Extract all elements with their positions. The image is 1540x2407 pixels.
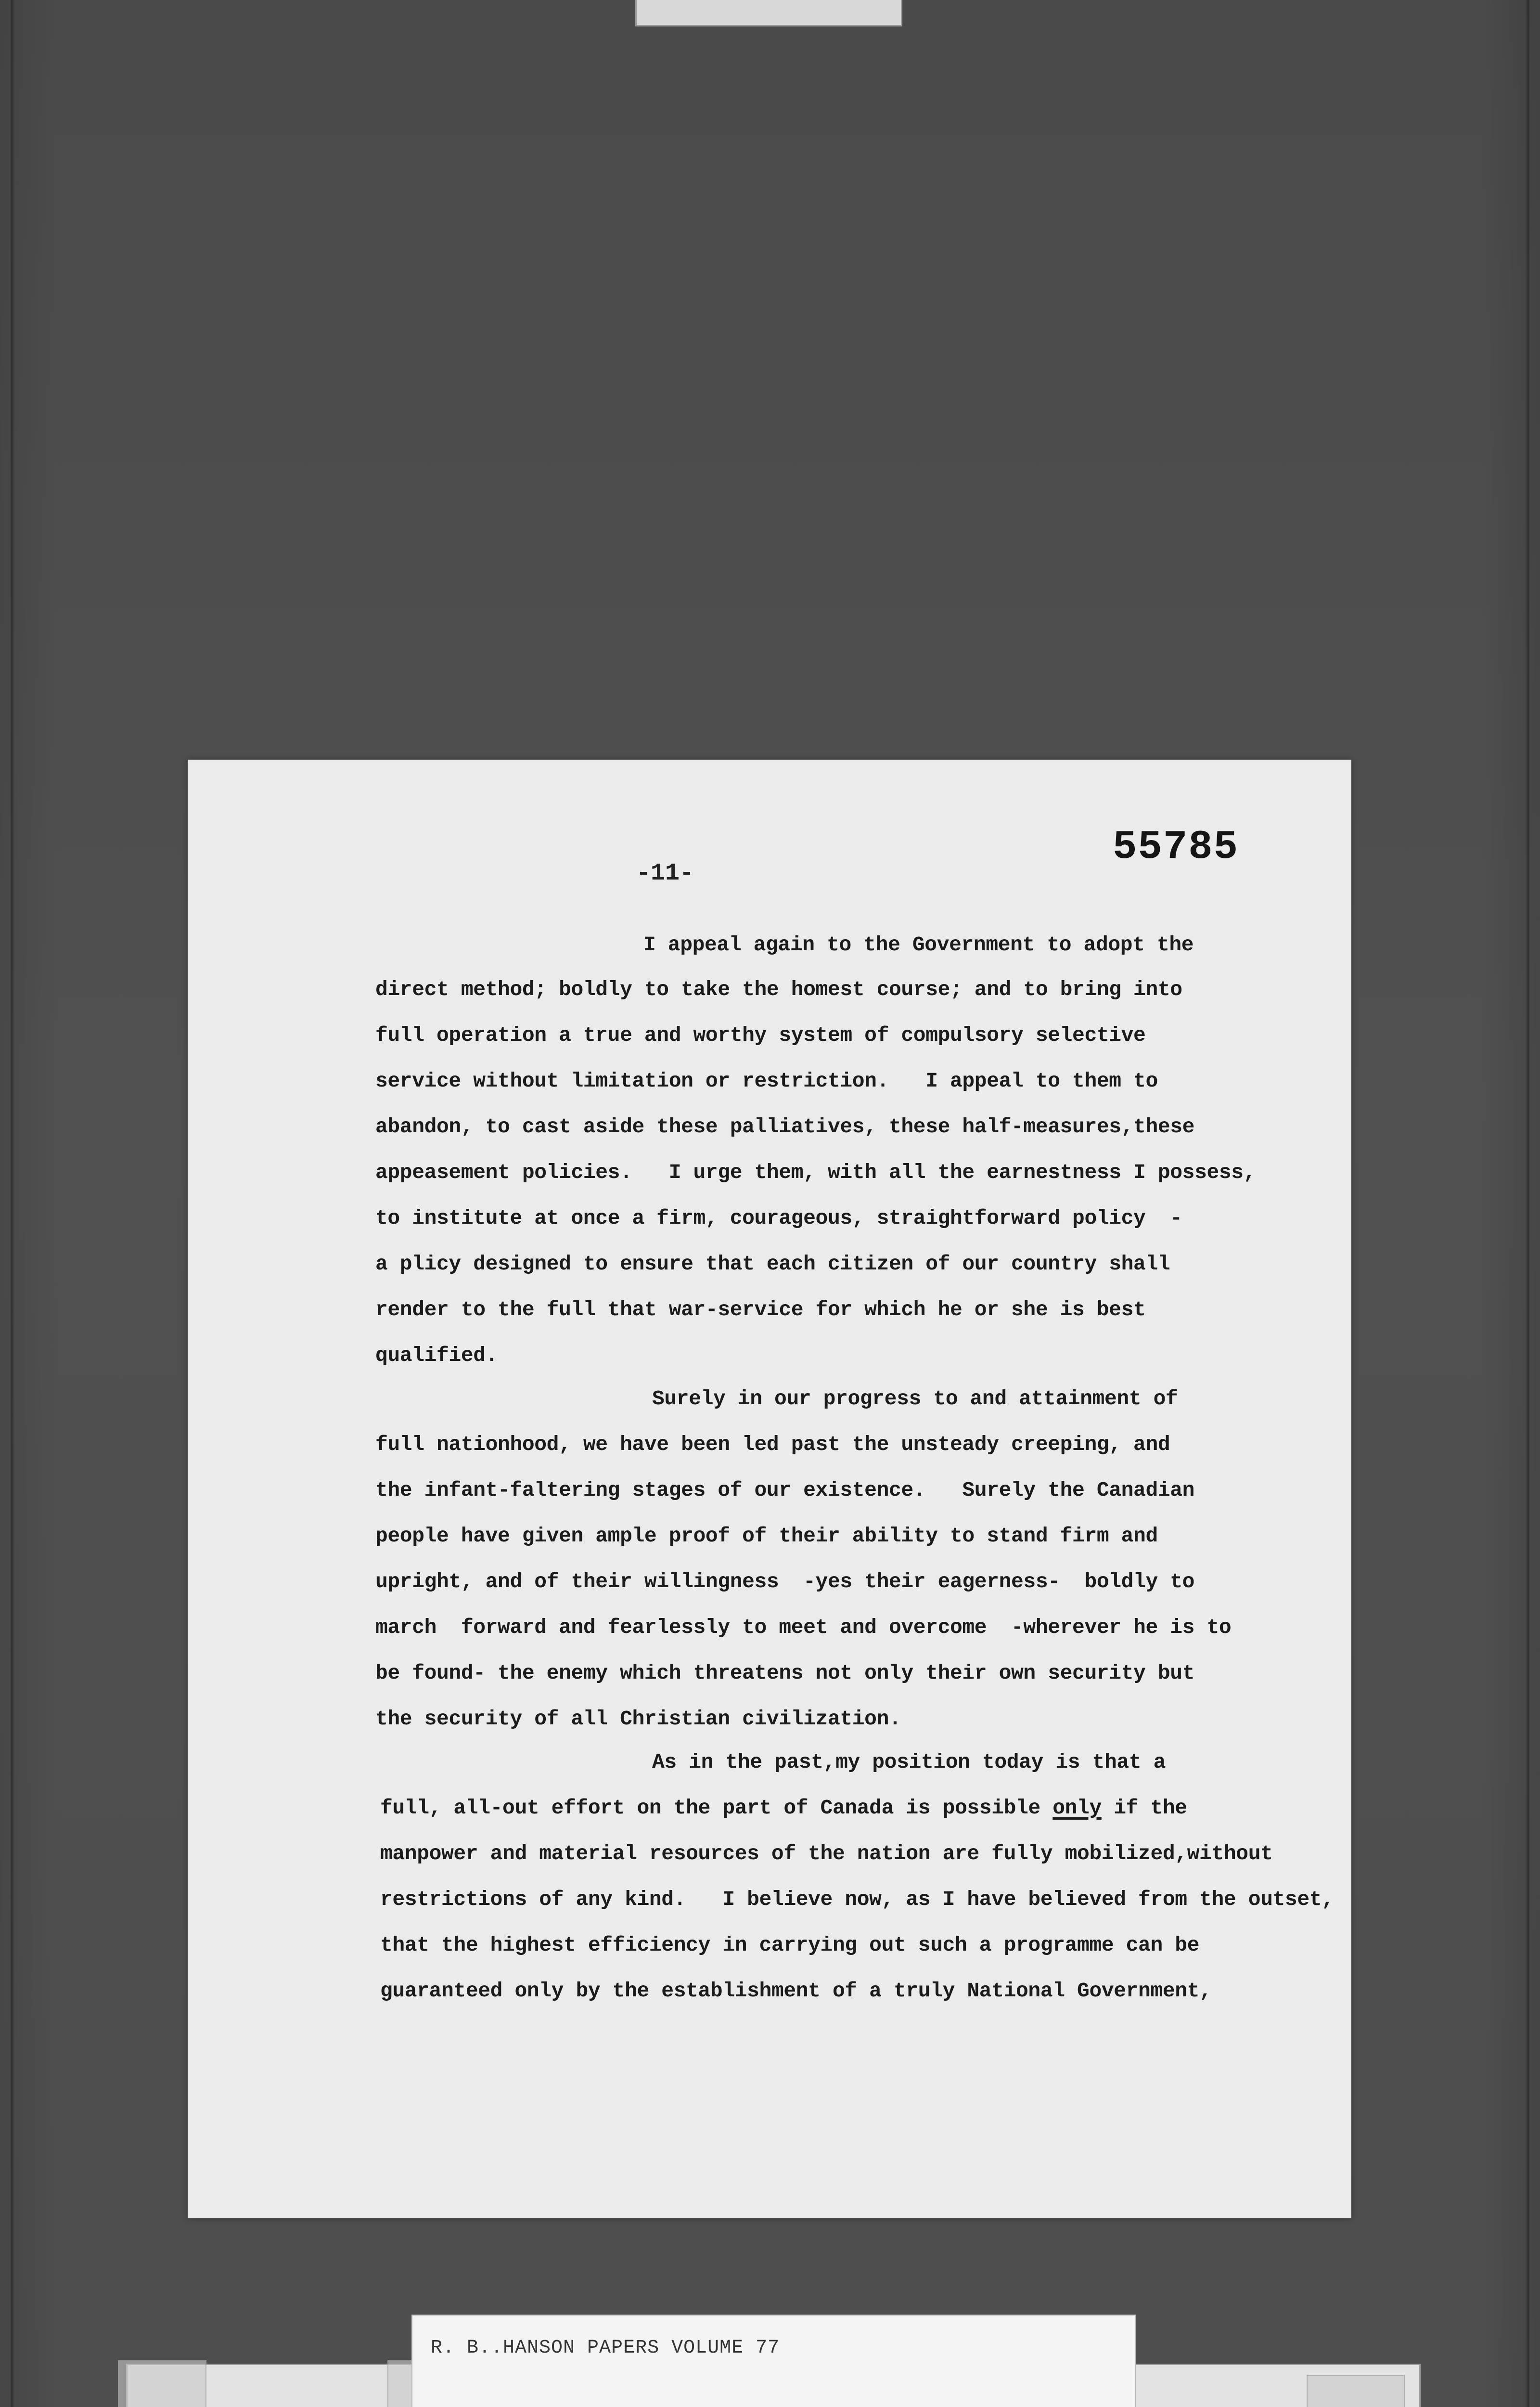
document-number: 55785 bbox=[1113, 825, 1239, 870]
text-line: Surely in our progress to and attainment of bbox=[652, 1387, 1178, 1411]
collection-label bbox=[411, 2315, 1136, 2407]
top-tab-slip bbox=[635, 0, 902, 26]
document-page bbox=[188, 760, 1351, 2218]
text-line: abandon, to cast aside these palliatives, these half-measures,these bbox=[375, 1115, 1195, 1139]
film-frame-edge bbox=[11, 0, 13, 2407]
text-line: service without limitation or restriction. I appeal to them to bbox=[375, 1069, 1158, 1093]
text-line: manpower and material resources of the nation are fully mobilized,without bbox=[380, 1842, 1273, 1865]
text-line: full operation a true and worthy system of compulsory selective bbox=[375, 1023, 1146, 1047]
text-line: upright, and of their willingness -yes their eagerness- boldly to bbox=[375, 1570, 1195, 1593]
text-line: full nationhood, we have been led past the unsteady creeping, and bbox=[375, 1433, 1170, 1456]
page-number: -11- bbox=[636, 860, 694, 887]
text-line: people have given ample proof of their ability to stand firm and bbox=[375, 1524, 1158, 1548]
text-line: qualified. bbox=[375, 1344, 498, 1367]
text-line: that the highest efficiency in carrying out such a programme can be bbox=[380, 1933, 1200, 1957]
text-line: the security of all Christian civilization. bbox=[375, 1707, 901, 1731]
text-line: restrictions of any kind. I believe now, as I have believed from the outset, bbox=[380, 1888, 1334, 1911]
text-line: guaranteed only by the establishment of a truly National Government, bbox=[380, 1979, 1212, 2003]
text-run: full, all-out effort on the part of Canada is possible bbox=[380, 1796, 1053, 1820]
text-line: the infant-faltering stages of our existence. Surely the Canadian bbox=[375, 1478, 1195, 1502]
text-line bbox=[380, 1796, 1187, 1820]
text-line: direct method; boldly to take the homest course; and to bring into bbox=[375, 978, 1182, 1001]
text-line: to institute at once a firm, courageous, straightforward policy - bbox=[375, 1206, 1182, 1230]
text-line: I appeal again to the Government to adopt the bbox=[643, 933, 1194, 957]
text-line: appeasement policies. I urge them, with all the earnestness I possess, bbox=[375, 1161, 1256, 1184]
text-line: As in the past,my position today is that a bbox=[652, 1750, 1166, 1774]
tape-strip bbox=[118, 2360, 206, 2407]
text-line: be found- the enemy which threatens not only their own security but bbox=[375, 1661, 1195, 1685]
text-line: a plicy designed to ensure that each citizen of our country shall bbox=[375, 1252, 1170, 1276]
film-frame-edge bbox=[1527, 0, 1529, 2407]
text-line: march forward and fearlessly to meet and overcome -wherever he is to bbox=[375, 1616, 1232, 1639]
tape-strip bbox=[1307, 2375, 1405, 2407]
underlined-word: only bbox=[1052, 1796, 1102, 1820]
collection-label-text: R. B..HANSON PAPERS VOLUME 77 bbox=[431, 2337, 780, 2359]
text-run: if the bbox=[1101, 1796, 1187, 1820]
text-line: render to the full that war-service for which he or she is best bbox=[375, 1298, 1146, 1321]
